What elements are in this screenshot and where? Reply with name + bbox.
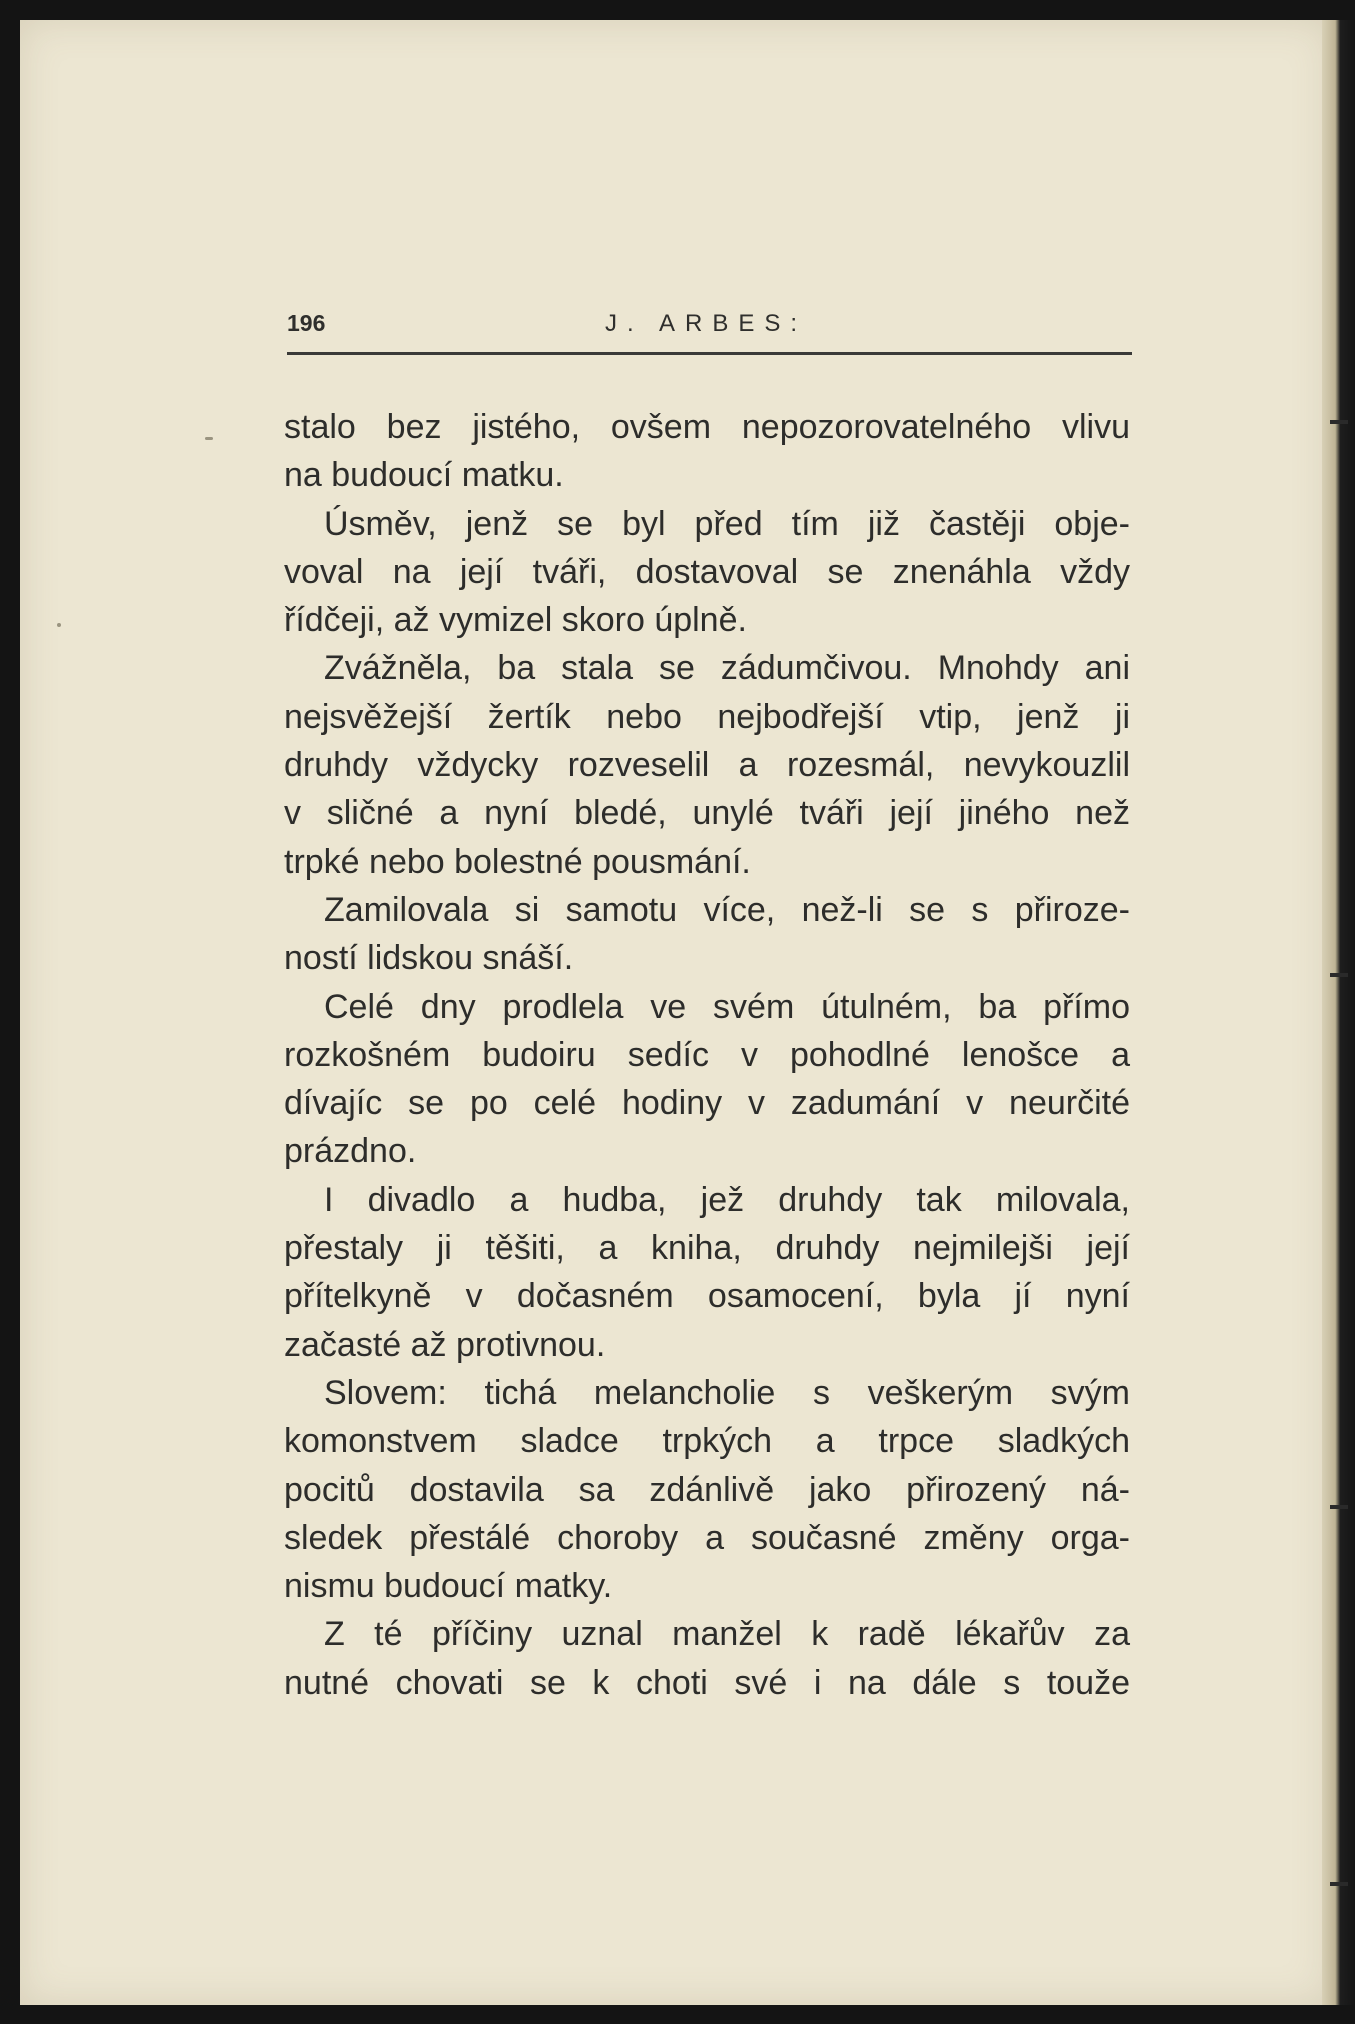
text-line: přestaly ji těšiti, a kniha, druhdy nejmilejši její [284, 1229, 1130, 1268]
text-line: Slovem: tichá melancholie s veškerým svým [324, 1373, 1130, 1412]
smudge-mark [57, 623, 61, 627]
text-line: ností lidskou snáší. [284, 939, 574, 978]
text-line: sledek přestálé choroby a současné změny orga- [284, 1518, 1130, 1557]
text-line: rozkošném budoiru sedíc v pohodlné lenošce a [284, 1035, 1130, 1074]
text-line: pocitů dostavila sa zdánlivě jako přirozený ná- [284, 1470, 1130, 1509]
page-header [287, 308, 1132, 355]
text-line: přítelkyně v dočasném osamocení, byla jí nyní [284, 1277, 1130, 1316]
text-line: Z té příčiny uznal manžel k radě lékařův za [324, 1615, 1130, 1654]
edge-mark [1330, 1505, 1348, 1509]
text-line: začasté až protivnou. [284, 1325, 606, 1364]
edge-mark [1330, 973, 1348, 977]
text-line: řídčeji, až vymizel skoro úplně. [284, 601, 747, 640]
smudge-mark [205, 437, 213, 440]
text-line: I divadlo a hudba, jež druhdy tak milovala, [324, 1180, 1130, 1219]
running-head: J. ARBES: [605, 310, 808, 337]
text-line: dívajíc se po celé hodiny v zadumání v neurčité [284, 1084, 1130, 1123]
text-line: voval na její tváři, dostavoval se znenáhla vždy [284, 552, 1130, 591]
page-edge [1322, 20, 1355, 2005]
text-line: druhdy vždycky rozveselil a rozesmál, nevykouzlil [284, 746, 1130, 785]
text-line: nejsvěžejší žertík nebo nejbodřejší vtip, jenž ji [284, 697, 1130, 736]
text-line: prázdno. [284, 1132, 417, 1171]
text-line: Zamilovala si samotu více, než-li se s přiroze- [324, 890, 1130, 929]
text-line: trpké nebo bolestné pousmání. [284, 842, 751, 881]
body-text [284, 403, 1130, 1707]
edge-mark [1330, 420, 1348, 424]
text-line: Celé dny prodlela ve svém útulném, ba přímo [324, 987, 1130, 1026]
text-line: Zvážněla, ba stala se zádumčivou. Mnohdy ani [324, 649, 1130, 688]
text-line: na budoucí matku. [284, 456, 564, 495]
page-number: 196 [287, 310, 326, 336]
text-line: nutné chovati se k choti své i na dále s touže [284, 1663, 1130, 1702]
text-line: stalo bez jistého, ovšem nepozorovatelného vlivu [284, 408, 1130, 446]
text-line: nismu budoucí matky. [284, 1567, 613, 1606]
edge-mark [1330, 1882, 1348, 1886]
text-line: Úsměv, jenž se byl před tím již častěji obje- [324, 504, 1130, 543]
text-line: komonstvem sladce trpkých a trpce sladkých [284, 1422, 1130, 1461]
text-line: v sličné a nyní bledé, unylé tváři její jiného než [284, 794, 1130, 833]
